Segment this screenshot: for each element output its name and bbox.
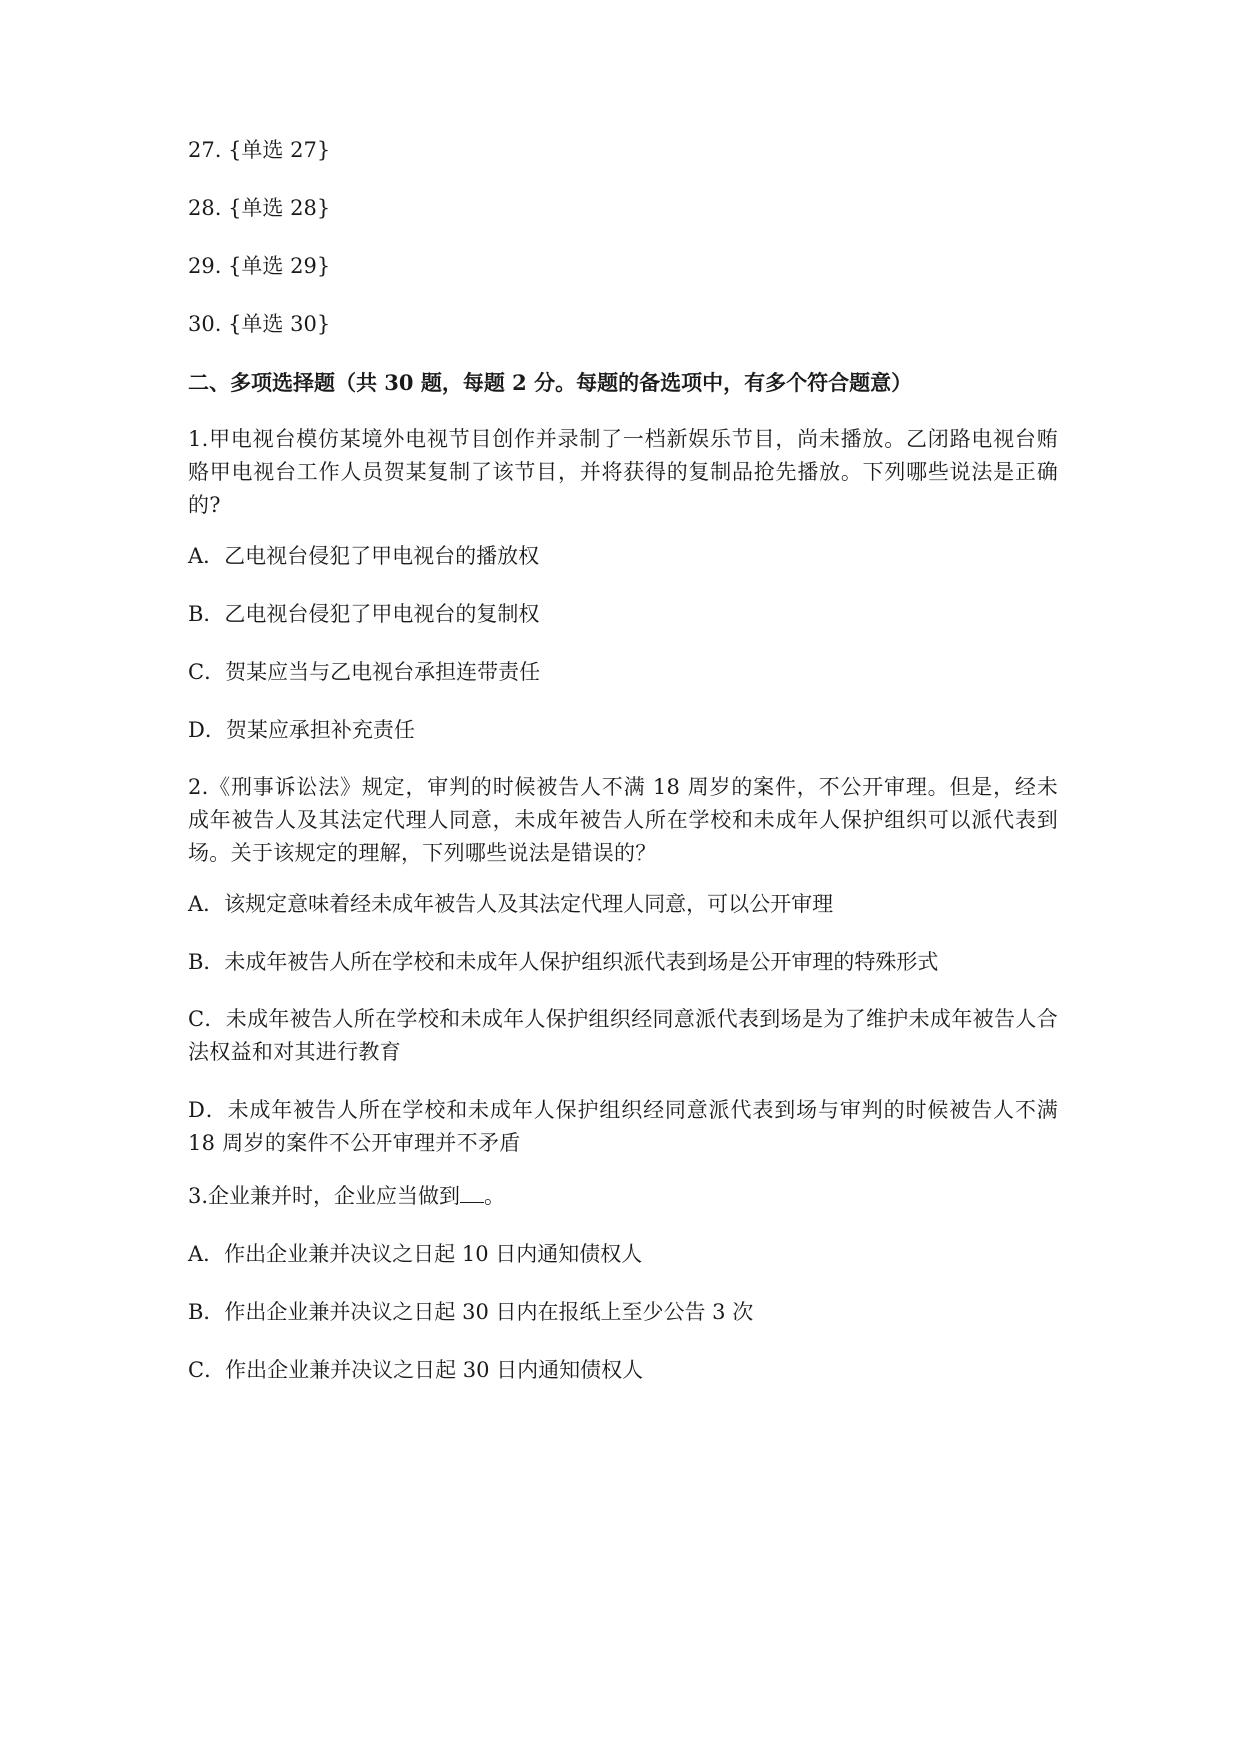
question-2-option-c: C．未成年被告人所在学校和未成年人保护组织经同意派代表到场是为了维护未成年被告人合法权益和对其进行教育 bbox=[188, 1007, 1058, 1064]
question-3-option-b: B．作出企业兼并决议之日起 30 日内在报纸上至少公告 3 次 bbox=[188, 1300, 754, 1324]
question-1-option-b: B．乙电视台侵犯了甲电视台的复制权 bbox=[188, 602, 540, 626]
question-1-option-d: D．贺某应承担补充责任 bbox=[188, 718, 415, 742]
question-1-option-c: C．贺某应当与乙电视台承担连带责任 bbox=[188, 660, 541, 684]
question-3-stem-end: 。 bbox=[484, 1184, 506, 1208]
question-1-stem: 1.甲电视台模仿某境外电视节目创作并录制了一档新娱乐节目，尚未播放。乙闭路电视台贿赂甲电视台工作人员贺某复制了该节目，并将获得的复制品抢先播放。下列哪些说法是正确的? bbox=[188, 427, 1058, 517]
question-2-option-a: A．该规定意味着经未成年被告人及其法定代理人同意，可以公开审理 bbox=[188, 892, 834, 916]
placeholder-30: 30. {单选 30} bbox=[188, 312, 331, 336]
question-2-option-d: D．未成年被告人所在学校和未成年人保护组织经同意派代表到场与审判的时候被告人不满 18 周岁的案件不公开审理并不矛盾 bbox=[188, 1098, 1058, 1155]
question-3-option-c: C．作出企业兼并决议之日起 30 日内通知债权人 bbox=[188, 1358, 644, 1382]
question-2-option-b: B．未成年被告人所在学校和未成年人保护组织派代表到场是公开审理的特殊形式 bbox=[188, 950, 939, 974]
question-2-stem: 2.《刑事诉讼法》规定，审判的时候被告人不满 18 周岁的案件，不公开审理。但是，经未成年被告人及其法定代理人同意，未成年被告人所在学校和未成年人保护组织可以派代表到场。关于该规定的理解，下列哪些说法是错误的？ bbox=[188, 775, 1058, 865]
section-title: 二、多项选择题（共 30 题，每题 2 分。每题的备选项中，有多个符合题意） bbox=[188, 370, 913, 395]
placeholder-28: 28. {单选 28} bbox=[188, 196, 331, 220]
question-3-option-a: A．作出企业兼并决议之日起 10 日内通知债权人 bbox=[188, 1242, 643, 1266]
question-1-option-a: A．乙电视台侵犯了甲电视台的播放权 bbox=[188, 544, 540, 568]
placeholder-29: 29. {单选 29} bbox=[188, 254, 331, 278]
answer-blank bbox=[460, 1184, 484, 1203]
placeholder-27: 27. {单选 27} bbox=[188, 138, 331, 162]
question-3-stem bbox=[188, 1179, 1058, 1213]
question-3-stem-text: 3.企业兼并时，企业应当做到 bbox=[188, 1184, 461, 1208]
